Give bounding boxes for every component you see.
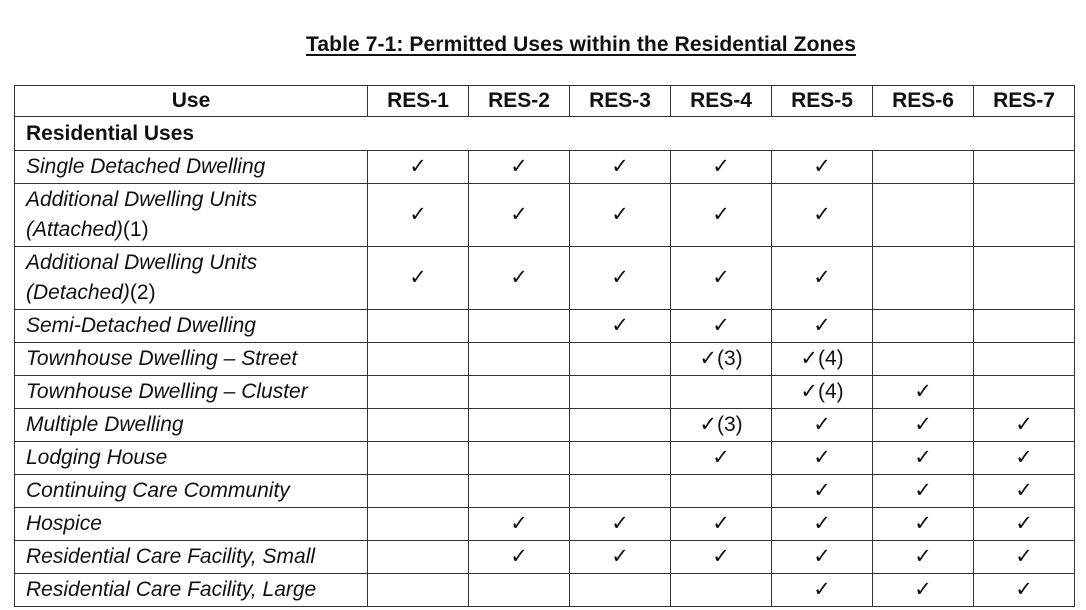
permitted-mark-res-4: ✓ xyxy=(671,184,772,247)
permitted-mark-res-3 xyxy=(570,343,671,376)
permitted-mark-res-7: ✓ xyxy=(974,442,1075,475)
permitted-mark-res-1 xyxy=(368,343,469,376)
section-row xyxy=(15,117,1075,151)
permitted-mark-res-4: ✓ xyxy=(671,151,772,184)
permitted-mark-res-2 xyxy=(469,409,570,442)
permitted-mark-res-2 xyxy=(469,343,570,376)
table-row xyxy=(15,508,1075,541)
header-res-3: RES-3 xyxy=(570,86,671,117)
permitted-mark-res-4: ✓ xyxy=(671,310,772,343)
permitted-mark-res-5: ✓ xyxy=(772,541,873,574)
permitted-mark-res-1 xyxy=(368,541,469,574)
permitted-mark-res-7: ✓ xyxy=(974,508,1075,541)
table-row xyxy=(15,541,1075,574)
permitted-mark-res-3: ✓ xyxy=(570,508,671,541)
permitted-mark-res-5: ✓ xyxy=(772,442,873,475)
table-row xyxy=(15,343,1075,376)
table-row xyxy=(15,184,1075,247)
permitted-mark-res-6 xyxy=(873,310,974,343)
table-row xyxy=(15,310,1075,343)
permitted-mark-res-2 xyxy=(469,310,570,343)
header-res-1: RES-1 xyxy=(368,86,469,117)
use-name-cell: Semi-Detached Dwelling xyxy=(15,310,368,343)
permitted-mark-res-3: ✓ xyxy=(570,151,671,184)
permitted-mark-res-2: ✓ xyxy=(469,151,570,184)
permitted-mark-res-3: ✓ xyxy=(570,184,671,247)
use-name-cell: Hospice xyxy=(15,508,368,541)
permitted-mark-res-5: ✓ xyxy=(772,151,873,184)
permitted-mark-res-5: ✓(4) xyxy=(772,343,873,376)
permitted-mark-res-5: ✓(4) xyxy=(772,376,873,409)
permitted-mark-res-5: ✓ xyxy=(772,247,873,310)
permitted-mark-res-6 xyxy=(873,247,974,310)
table-row xyxy=(15,475,1075,508)
permitted-mark-res-6 xyxy=(873,151,974,184)
use-name-cell: Residential Care Facility, Large xyxy=(15,574,368,607)
permitted-mark-res-2 xyxy=(469,574,570,607)
permitted-mark-res-1 xyxy=(368,574,469,607)
permitted-mark-res-4: ✓ xyxy=(671,442,772,475)
header-row xyxy=(15,86,1075,117)
use-name-line: Additional Dwelling Units xyxy=(26,251,258,274)
permitted-mark-res-7 xyxy=(974,151,1075,184)
permitted-mark-res-3: ✓ xyxy=(570,310,671,343)
permitted-mark-res-4: ✓(3) xyxy=(671,409,772,442)
permitted-mark-res-7 xyxy=(974,310,1075,343)
permitted-mark-res-2: ✓ xyxy=(469,541,570,574)
header-res-6: RES-6 xyxy=(873,86,974,117)
permitted-mark-res-5: ✓ xyxy=(772,475,873,508)
permitted-mark-res-5: ✓ xyxy=(772,508,873,541)
permitted-mark-res-7 xyxy=(974,343,1075,376)
permitted-uses-table xyxy=(14,85,1075,607)
permitted-mark-res-4: ✓ xyxy=(671,541,772,574)
use-name-cell: Residential Care Facility, Small xyxy=(15,541,368,574)
header-res-4: RES-4 xyxy=(671,86,772,117)
permitted-mark-res-2: ✓ xyxy=(469,508,570,541)
permitted-mark-res-2 xyxy=(469,376,570,409)
permitted-mark-res-4: ✓(3) xyxy=(671,343,772,376)
permitted-mark-res-6 xyxy=(873,184,974,247)
permitted-mark-res-7: ✓ xyxy=(974,475,1075,508)
table-row xyxy=(15,376,1075,409)
use-name-cell xyxy=(15,184,368,247)
permitted-mark-res-1 xyxy=(368,409,469,442)
permitted-mark-res-4 xyxy=(671,574,772,607)
permitted-mark-res-6 xyxy=(873,343,974,376)
permitted-mark-res-2: ✓ xyxy=(469,184,570,247)
footnote-ref: (2) xyxy=(129,281,156,304)
header-res-7: RES-7 xyxy=(974,86,1075,117)
table-row xyxy=(15,574,1075,607)
permitted-mark-res-7 xyxy=(974,184,1075,247)
permitted-mark-res-5: ✓ xyxy=(772,574,873,607)
permitted-mark-res-6: ✓ xyxy=(873,442,974,475)
section-heading: Residential Uses xyxy=(15,117,1075,151)
table-row xyxy=(15,409,1075,442)
permitted-mark-res-6: ✓ xyxy=(873,409,974,442)
permitted-mark-res-3 xyxy=(570,376,671,409)
use-name-qualifier: (Attached) xyxy=(26,218,123,241)
footnote-ref: (1) xyxy=(122,218,149,241)
table-row xyxy=(15,442,1075,475)
permitted-mark-res-7: ✓ xyxy=(974,541,1075,574)
permitted-mark-res-3 xyxy=(570,442,671,475)
permitted-mark-res-7: ✓ xyxy=(974,409,1075,442)
permitted-mark-res-3 xyxy=(570,475,671,508)
use-name-qualifier: (Detached) xyxy=(26,281,130,304)
permitted-mark-res-7: ✓ xyxy=(974,574,1075,607)
permitted-mark-res-2 xyxy=(469,475,570,508)
permitted-mark-res-1 xyxy=(368,475,469,508)
permitted-mark-res-4: ✓ xyxy=(671,247,772,310)
permitted-mark-res-2: ✓ xyxy=(469,247,570,310)
permitted-mark-res-7 xyxy=(974,376,1075,409)
permitted-mark-res-6: ✓ xyxy=(873,574,974,607)
permitted-mark-res-7 xyxy=(974,247,1075,310)
permitted-mark-res-1: ✓ xyxy=(368,247,469,310)
header-res-5: RES-5 xyxy=(772,86,873,117)
permitted-mark-res-5: ✓ xyxy=(772,310,873,343)
permitted-mark-res-1 xyxy=(368,376,469,409)
permitted-mark-res-1 xyxy=(368,442,469,475)
use-name-cell: Townhouse Dwelling – Street xyxy=(15,343,368,376)
permitted-mark-res-6: ✓ xyxy=(873,508,974,541)
table-title: Table 7-1: Permitted Uses within the Residential Zones xyxy=(306,33,856,56)
permitted-mark-res-4 xyxy=(671,376,772,409)
permitted-mark-res-3: ✓ xyxy=(570,541,671,574)
permitted-mark-res-6: ✓ xyxy=(873,541,974,574)
permitted-mark-res-6: ✓ xyxy=(873,376,974,409)
permitted-mark-res-4 xyxy=(671,475,772,508)
use-name-cell: Townhouse Dwelling – Cluster xyxy=(15,376,368,409)
header-use: Use xyxy=(15,86,368,117)
use-name-cell: Continuing Care Community xyxy=(15,475,368,508)
permitted-mark-res-1: ✓ xyxy=(368,151,469,184)
permitted-mark-res-3: ✓ xyxy=(570,247,671,310)
use-name-line: Additional Dwelling Units xyxy=(26,188,258,211)
permitted-mark-res-1 xyxy=(368,508,469,541)
use-name-cell xyxy=(15,247,368,310)
header-res-2: RES-2 xyxy=(469,86,570,117)
permitted-mark-res-2 xyxy=(469,442,570,475)
use-name-cell: Multiple Dwelling xyxy=(15,409,368,442)
permitted-mark-res-3 xyxy=(570,574,671,607)
use-name-cell: Lodging House xyxy=(15,442,368,475)
permitted-mark-res-4: ✓ xyxy=(671,508,772,541)
permitted-mark-res-1: ✓ xyxy=(368,184,469,247)
permitted-mark-res-6: ✓ xyxy=(873,475,974,508)
permitted-mark-res-5: ✓ xyxy=(772,409,873,442)
use-name-cell: Single Detached Dwelling xyxy=(15,151,368,184)
permitted-mark-res-1 xyxy=(368,310,469,343)
permitted-mark-res-5: ✓ xyxy=(772,184,873,247)
permitted-mark-res-3 xyxy=(570,409,671,442)
table-row xyxy=(15,247,1075,310)
table-row xyxy=(15,151,1075,184)
